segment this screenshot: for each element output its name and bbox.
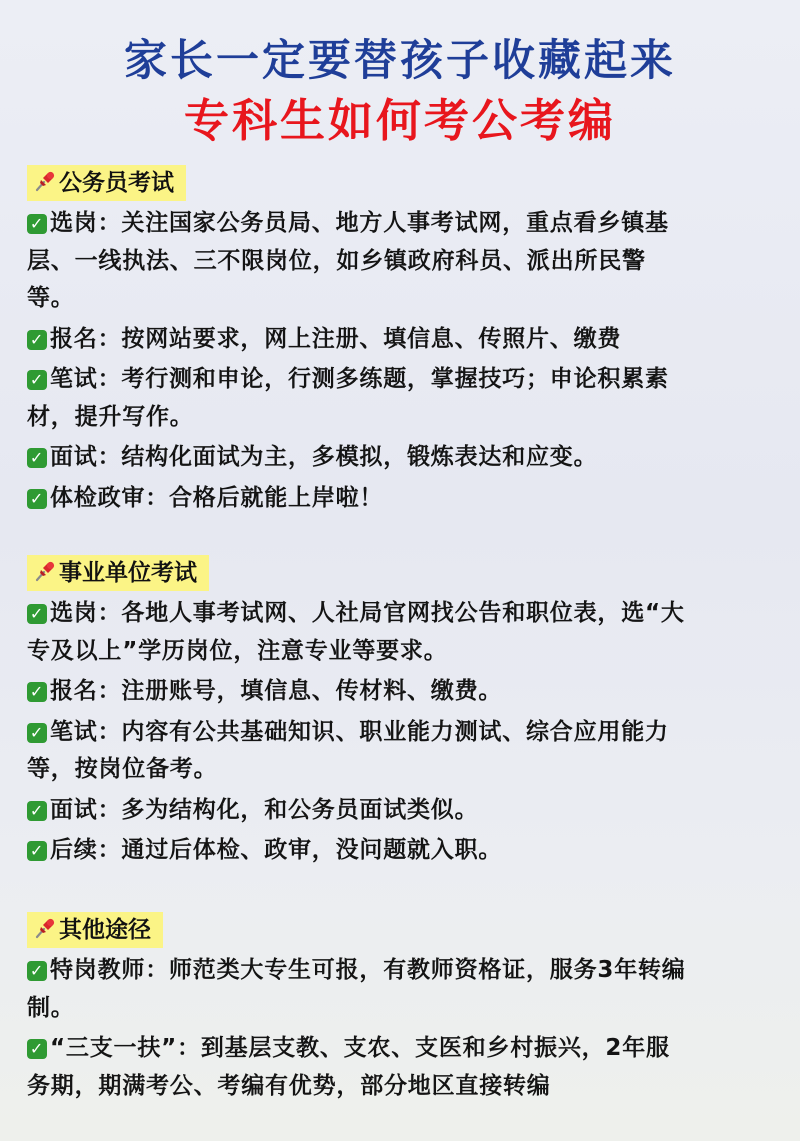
section-heading-text: 其他途径	[59, 917, 151, 943]
list-item-text: 选岗：各地人事考试网、人社局官网找公告和职位表，选“大专及以上”学历岗位，注意专业等要求。	[27, 600, 685, 664]
section-public-institution	[27, 555, 692, 873]
list-item	[27, 673, 692, 711]
section-heading	[27, 555, 209, 591]
checkmark-box-icon: ✓	[27, 489, 47, 509]
checkmark-box-icon: ✓	[27, 214, 47, 234]
list-item	[27, 792, 692, 830]
pushpin-icon	[33, 916, 57, 940]
list-item-text: 报名：注册账号，填信息、传材料、缴费。	[50, 678, 503, 704]
title-line-1: 家长一定要替孩子收藏起来	[124, 36, 676, 86]
checkmark-box-icon: ✓	[27, 448, 47, 468]
list-item-text: 面试：结构化面试为主，多模拟，锻炼表达和应变。	[50, 444, 598, 470]
list-item	[27, 595, 692, 670]
list-item	[27, 480, 692, 518]
checkmark-box-icon: ✓	[27, 330, 47, 350]
list-item-text: 特岗教师：师范类大专生可报，有教师资格证，服务3年转编制。	[27, 957, 686, 1021]
section-heading-text: 事业单位考试	[59, 560, 197, 586]
list-item-text: 笔试：内容有公共基础知识、职业能力测试、综合应用能力等，按岗位备考。	[27, 718, 669, 782]
list-item-text: 报名：按网站要求，网上注册、填信息、传照片、缴费	[50, 325, 622, 352]
list-item-text: 后续：通过后体检、政审，没问题就入职。	[50, 837, 503, 863]
checkmark-box-icon: ✓	[27, 1039, 47, 1059]
list-item	[27, 361, 692, 436]
checkmark-box-icon: ✓	[27, 723, 47, 743]
pushpin-icon	[33, 169, 57, 193]
checkmark-box-icon: ✓	[27, 604, 47, 624]
checkmark-box-icon: ✓	[27, 801, 47, 821]
checkmark-box-icon: ✓	[27, 370, 47, 390]
list-item	[27, 952, 692, 1027]
list-item-text: 选岗：关注国家公务员局、地方人事考试网，重点看乡镇基层、一线执法、三不限岗位，如乡镇政府科员、派出所民警等。	[27, 210, 669, 311]
list-item-text: “三支一扶”：到基层支教、支农、支医和乡村振兴，2年服务期，期满考公、考编有优势，部分地区直接转编	[27, 1035, 670, 1099]
list-item	[27, 439, 692, 477]
title-line-2: 专科生如何考公考编	[183, 94, 616, 147]
section-heading	[27, 165, 186, 201]
list-item	[27, 205, 692, 318]
checkmark-box-icon: ✓	[27, 961, 47, 981]
list-item	[27, 832, 692, 870]
section-other-routes	[27, 912, 692, 1108]
checkmark-box-icon: ✓	[27, 682, 47, 702]
section-heading-text: 公务员考试	[59, 170, 174, 196]
list-item-text: 笔试：考行测和申论，行测多练题，掌握技巧；申论积累素材，提升写作。	[27, 366, 669, 430]
list-item-text: 体检政审：合格后就能上岸啦！	[50, 484, 384, 511]
section-civil-servant	[27, 165, 692, 520]
list-item	[27, 1030, 692, 1105]
list-item-text: 面试：多为结构化，和公务员面试类似。	[50, 796, 479, 823]
list-item	[27, 714, 692, 789]
section-heading	[27, 912, 163, 948]
pushpin-icon	[33, 559, 57, 583]
checkmark-box-icon: ✓	[27, 841, 47, 861]
list-item	[27, 321, 692, 359]
